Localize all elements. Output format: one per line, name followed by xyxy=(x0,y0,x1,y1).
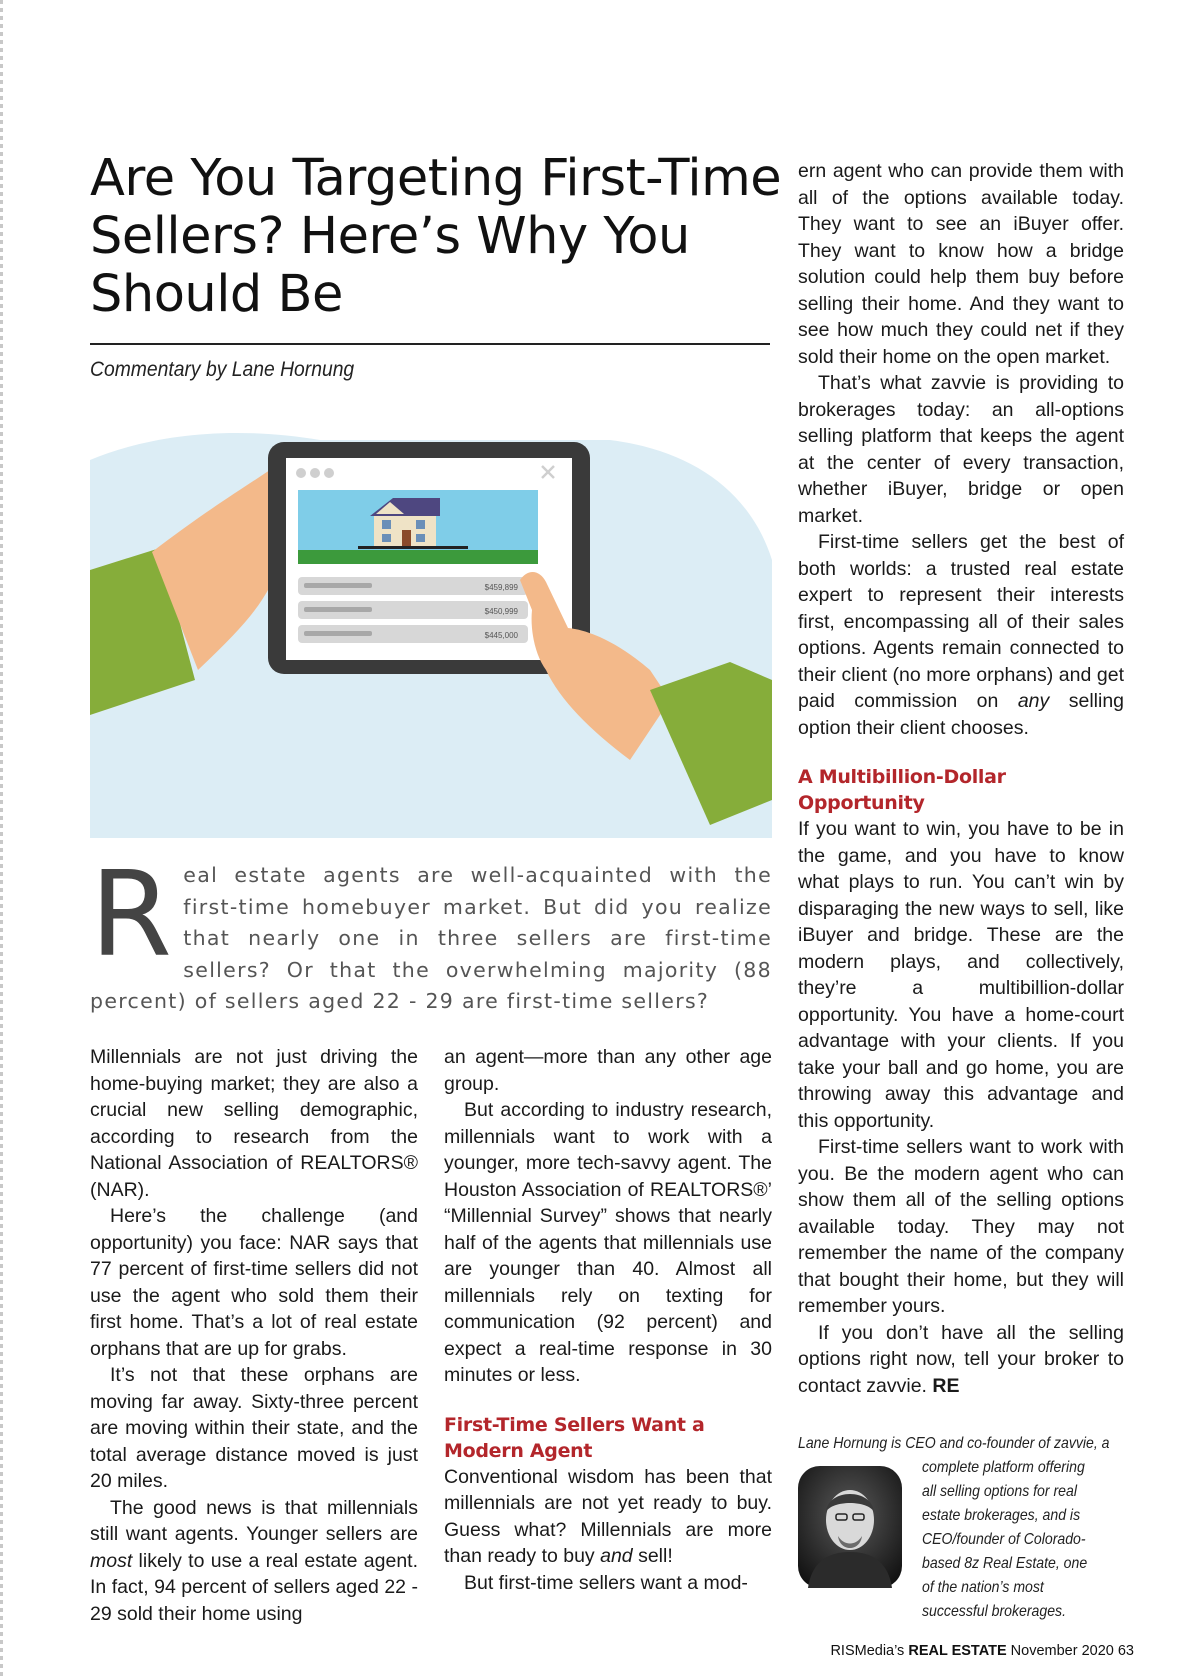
col3-paragraph-2: That’s what zavvie is providing to brokerages today: an all-options selling platform that keeps the agent at the center of every transaction, whether iBuyer, bridge or open market. xyxy=(798,372,1124,527)
price-3: $445,000 xyxy=(484,631,518,640)
author-headshot xyxy=(798,1466,902,1588)
footer-magazine: REAL ESTATE xyxy=(908,1643,1007,1659)
price-2: $450,999 xyxy=(484,607,518,616)
bio-rest: complete platform offering all selling options for real estate brokerages, and is CEO/founder of Colorado-based 8z Real Estate, one of the nation’s most successful brokerages. xyxy=(922,1459,1088,1620)
col3-paragraph-6: If you don’t have all the selling options right now, tell your broker to contact zavvie. RE xyxy=(798,1321,1124,1397)
col3-paragraph-5: First-time sellers want to work with you. Be the modern agent who can show them all of the selling options available today. They may not remember the name of the company that bought their home, but they will remember yours. xyxy=(798,1136,1124,1317)
col2-paragraph-1: an agent—more than any other age group. xyxy=(444,1046,772,1095)
column-3 xyxy=(798,158,1124,1399)
byline: Commentary by Lane Hornung xyxy=(90,358,355,381)
col2-paragraph-4: But first-time sellers want a mod- xyxy=(464,1571,748,1594)
column-2 xyxy=(444,1044,772,1596)
col1-paragraph-4: The good news is that millennials still want agents. Younger sellers are most likely to use a real estate agent. In fact, 94 percent of sellers aged 22 - 29 sold their home using xyxy=(90,1496,418,1625)
subhead-multibillion: A Multibillion-Dollar Opportunity xyxy=(798,766,1006,814)
bio-line-1: Lane Hornung is CEO and co-founder of zavvie, a xyxy=(798,1435,1110,1452)
price-1: $459,899 xyxy=(484,583,518,592)
lead-paragraph xyxy=(90,845,772,1018)
end-mark: RE xyxy=(932,1374,960,1397)
title-divider xyxy=(90,343,770,345)
col1-paragraph-3: It’s not that these orphans are moving far away. Sixty-three percent are moving within their state, and the total average distance moved is just 20 miles. xyxy=(90,1364,418,1492)
col1-paragraph-1: Millennials are not just driving the home-buying market; they are also a crucial new selling demographic, according to research from the National Association of REALTORS® (NAR). xyxy=(90,1046,418,1201)
footer-issue: November 2020 63 xyxy=(1006,1643,1134,1659)
column-1 xyxy=(90,1044,418,1627)
drop-cap: R xyxy=(90,845,174,983)
author-bio xyxy=(798,1432,1124,1620)
col2-paragraph-3: Conventional wisdom has been that millennials are not yet ready to buy. Guess what? Millennials are more than ready to buy and sell! xyxy=(444,1465,772,1567)
footer-publisher: RISMedia’s xyxy=(830,1643,909,1659)
subhead-modern-agent: First-Time Sellers Want a Modern Agent xyxy=(444,1413,705,1462)
col3-paragraph-3: First-time sellers get the best of both worlds: a trusted real estate expert to represent their interests first, encompassing all of their sales options. Agents remain connected to their client (no more orphans) and get paid commission on any selling option their client chooses. xyxy=(798,531,1125,739)
col2-paragraph-2: But according to industry research, millennials want to work with a younger, more tech-savvy agent. The Houston Association of REALTORS®’ “Millennial Survey” shows that nearly half of the agents that millennials use are younger than 40. Almost all millennials rely on texting for communication (92 percent) and expect a real-time response in 30 minutes or less. xyxy=(444,1099,772,1386)
article-title: Are You Targeting First-Time Sellers? Here’s Why You Should Be xyxy=(90,149,782,324)
col3-paragraph-1: ern agent who can provide them with all of the options available today. They want to see an iBuyer offer. They want to know how a bridge solution could help them buy before selling their home. And they want to see how much they could net if they sold their home on the open market. xyxy=(798,160,1124,368)
col1-paragraph-2: Here’s the challenge (and opportunity) you face: NAR says that 77 percent of first-time sellers did not use the agent who sold them their first home. That’s a lot of real estate orphans that are up for grabs. xyxy=(90,1205,418,1360)
page-edge-perforation xyxy=(0,0,3,1680)
lead-text: eal estate agents are well-acquainted with the first-time homebuyer market. But did you realize that nearly one in three sellers are first-time sellers? Or that the overwhelming majority (88 percent) of sellers aged 22 - 29 are first-time sellers? xyxy=(90,863,772,1013)
col3-paragraph-4: If you want to win, you have to be in the game, and you have to know what plays to run. You can’t win by disparaging the new ways to sell, like iBuyer and bridge. These are the modern plays, and collectively, they’re a multibillion-dollar opportunity. You have a home-court advantage with your clients. If you take your ball and go home, you are throwing away this advantage and this opportunity. xyxy=(798,818,1124,1132)
tablet-illustration xyxy=(90,430,772,838)
page-footer xyxy=(830,1643,1134,1659)
